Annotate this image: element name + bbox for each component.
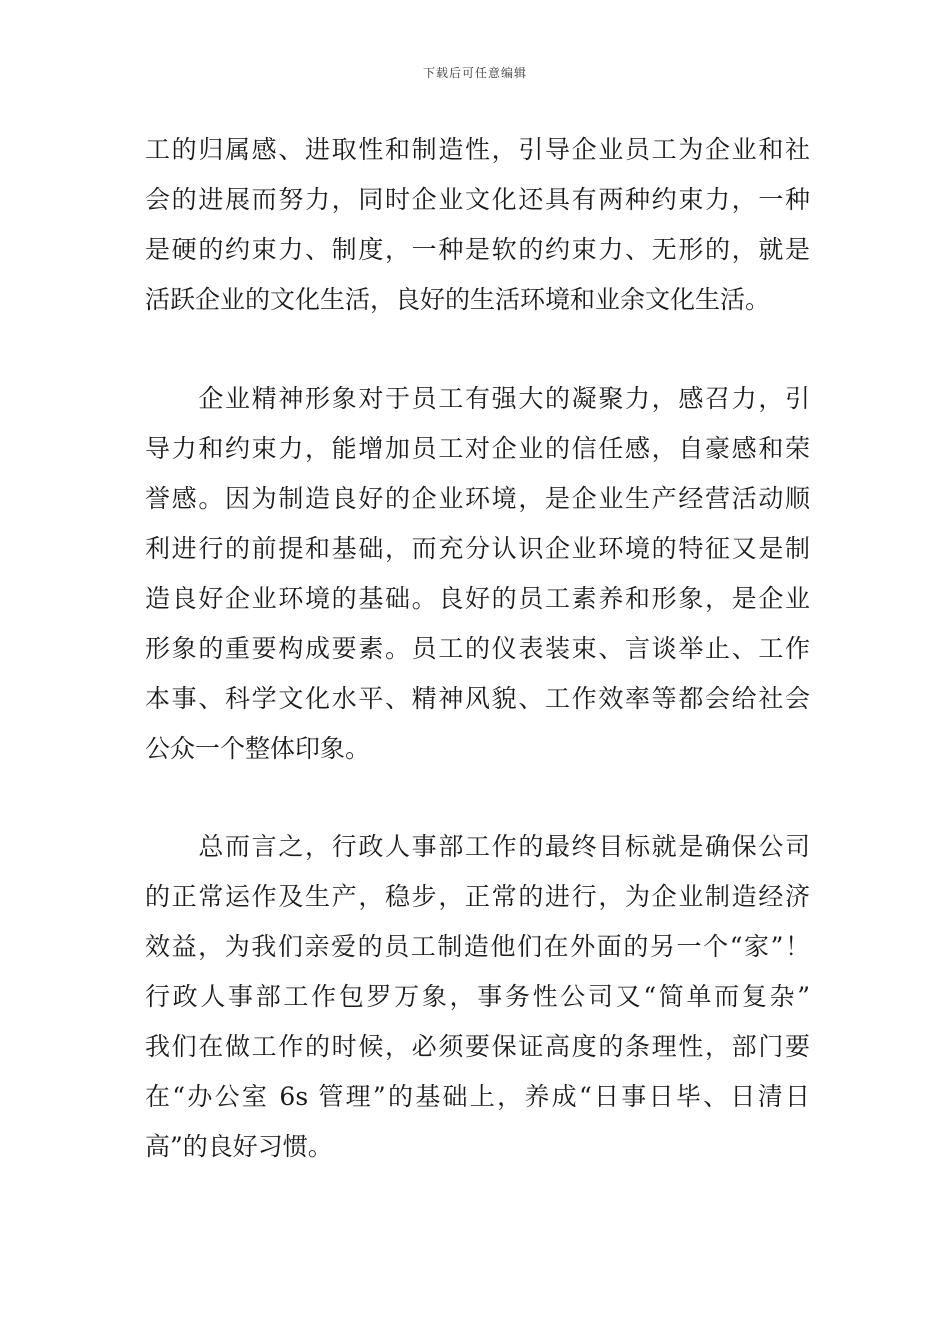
paragraph-3-line-1: 总而言之，行政人事部工作的最终目标就是确保公司 (145, 832, 810, 861)
paragraph-2-line-4: 利进行的前提和基础，而充分认识企业环境的特征又是制 (145, 534, 810, 563)
paragraph-1-line-4: 活跃企业的文化生活，良好的生活环境和业余文化生活。 (145, 285, 771, 314)
paragraph-2-line-1: 企业精神形象对于员工有强大的凝聚力，感召力，引 (145, 384, 810, 413)
paragraph-2-line-2: 导力和约束力，能增加员工对企业的信任感，自豪感和荣 (145, 434, 810, 463)
paragraph-3-line-4: 行政人事部工作包罗万象，事务性公司又“简单而复杂” (145, 982, 810, 1011)
paragraph-2-line-3: 誉感。因为制造良好的企业环境，是企业生产经营活动顺 (145, 484, 810, 513)
page-header: 下载后可任意编辑 (422, 66, 527, 80)
paragraph-3-line-5: 我们在做工作的时候，必须要保证高度的条理性，部门要 (145, 1032, 810, 1061)
paragraph-1-line-1: 工的归属感、进取性和制造性，引导企业员工为企业和社 (145, 135, 810, 164)
paragraph-2-line-6: 形象的重要构成要素。员工的仪表装束、言谈举止、工作 (145, 634, 810, 663)
paragraph-3-line-2: 的正常运作及生产，稳步，正常的进行，为企业制造经济 (145, 882, 810, 911)
paragraph-3-line-3: 效益，为我们亲爱的员工制造他们在外面的另一个“家”！ (145, 932, 810, 961)
paragraph-3-line-7: 高”的良好习惯。 (145, 1132, 333, 1161)
paragraph-1-line-2: 会的进展而努力，同时企业文化还具有两种约束力，一种 (145, 185, 810, 214)
paragraph-2-line-5: 造良好企业环境的基础。良好的员工素养和形象，是企业 (145, 584, 810, 613)
paragraph-3-line-6: 在“办公室 6s 管理”的基础上，养成“日事日毕、日清日 (145, 1082, 810, 1111)
paragraph-2-line-7: 本事、科学文化水平、精神风貌、工作效率等都会给社会 (145, 684, 810, 713)
paragraph-1-line-3: 是硬的约束力、制度，一种是软的约束力、无形的，就是 (145, 235, 810, 264)
paragraph-2-line-8: 公众一个整体印象。 (145, 734, 371, 763)
